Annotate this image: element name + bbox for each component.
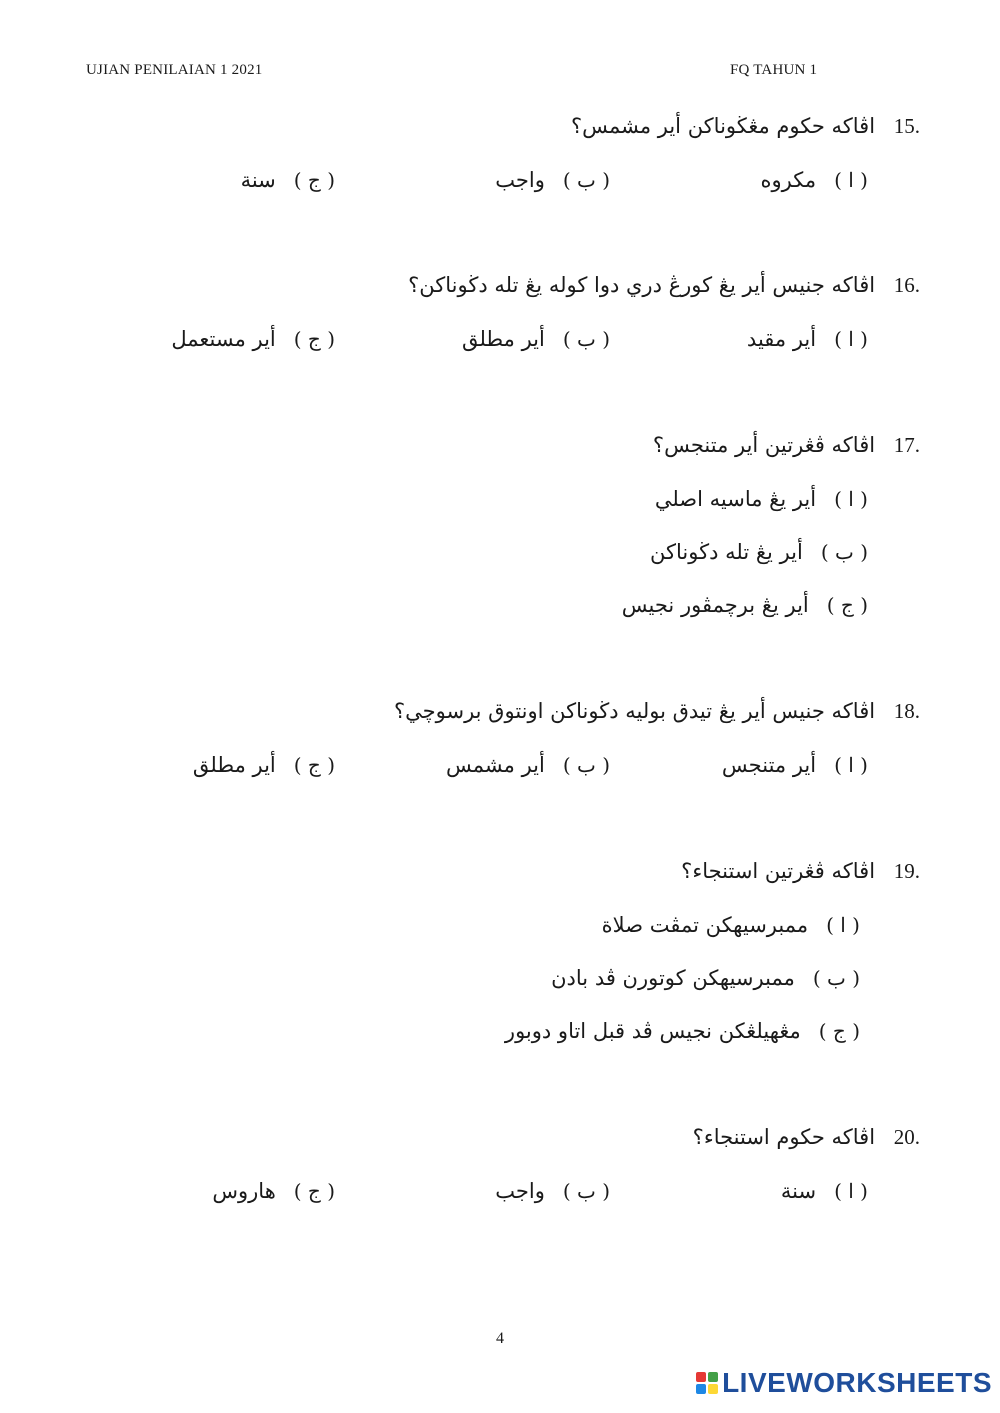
option-text: مكروه: [760, 168, 817, 192]
liveworksheets-brand[interactable]: [696, 1367, 992, 1399]
question-text: اڤاكه جنيس أير يڠ تيدق بوليه دڬوناكن اونتوق برسوچي؟: [394, 699, 876, 723]
option-text: ممبرسيهكن كوتورن ڤد بادن: [551, 966, 795, 990]
option-letter: ( ا ): [826, 913, 860, 937]
question-number: 19.: [893, 859, 920, 883]
option-letter: ( ب ): [820, 540, 868, 564]
option-text: أير مقيد: [746, 327, 817, 351]
option-a[interactable]: [781, 1171, 868, 1211]
option-a[interactable]: [722, 745, 868, 785]
option-letter: ( ا ): [834, 487, 868, 511]
option-text: ممبرسيهكن تمڤت صلاة: [601, 913, 809, 937]
logo-square-br: [708, 1384, 718, 1394]
option-a[interactable]: [120, 479, 920, 532]
option-text: أير مطلق: [461, 327, 545, 351]
option-text: هاروس: [212, 1179, 276, 1203]
option-letter: ( ج ): [293, 168, 335, 192]
liveworksheets-logo-icon: [696, 1372, 718, 1394]
question-20: [120, 1117, 920, 1211]
option-c[interactable]: [193, 745, 335, 785]
question-text: اڤاكه حكوم استنجاء؟: [692, 1125, 876, 1149]
option-c[interactable]: [120, 1011, 920, 1064]
options-row: [120, 319, 920, 359]
question-number: 18.: [893, 699, 920, 723]
options-column: [120, 479, 920, 638]
option-a[interactable]: [747, 319, 868, 359]
page-number: 4: [496, 1330, 504, 1347]
option-text: واجب: [495, 1179, 545, 1203]
logo-square-tr: [708, 1372, 718, 1382]
question-line: [120, 1117, 920, 1157]
question-15: [120, 106, 920, 200]
question-text: اڤاكه ڤڠرتين استنجاء؟: [681, 859, 876, 883]
question-number: 20.: [893, 1125, 920, 1149]
option-letter: ( ج ): [293, 327, 335, 351]
question-18: [120, 691, 920, 785]
option-c[interactable]: [241, 160, 335, 200]
options-row: [120, 1171, 920, 1211]
option-letter: ( ا ): [834, 168, 868, 192]
options-column: [120, 905, 920, 1064]
option-letter: ( ج ): [293, 1179, 335, 1203]
option-b[interactable]: [120, 532, 920, 585]
option-a[interactable]: [120, 905, 920, 958]
question-16: [120, 265, 920, 359]
option-c[interactable]: [171, 319, 335, 359]
option-b[interactable]: [446, 745, 610, 785]
logo-square-tl: [696, 1372, 706, 1382]
question-text: اڤاكه حكوم مڠڬوناكن أير مشمس؟: [571, 114, 876, 138]
option-text: مڠهيلڠكن نجيس ڤد قبل اتاو دوبور: [504, 1019, 801, 1043]
option-letter: ( ب ): [562, 1179, 610, 1203]
question-line: [120, 106, 920, 146]
question-line: [120, 851, 920, 891]
option-letter: ( ا ): [834, 327, 868, 351]
option-text: أير يڠ ماسيه اصلي: [654, 487, 817, 511]
header-right: FQ TAHUN 1: [730, 62, 818, 78]
option-letter: ( ج ): [826, 593, 868, 617]
option-b[interactable]: [462, 319, 610, 359]
question-text: اڤاكه ڤڠرتين أير متنجس؟: [652, 433, 876, 457]
option-letter: ( ب ): [812, 966, 860, 990]
option-letter: ( ا ): [834, 1179, 868, 1203]
option-text: أير مستعمل: [171, 327, 276, 351]
question-19: [120, 851, 920, 1064]
option-letter: ( ب ): [562, 168, 610, 192]
header-left: UJIAN PENILAIAN 1 2021: [86, 62, 263, 78]
question-number: 16.: [893, 273, 920, 297]
option-text: سنة: [240, 168, 276, 192]
option-text: أير يڠ تله دڬوناكن: [650, 540, 803, 564]
question-line: [120, 425, 920, 465]
option-text: سنة: [780, 1179, 817, 1203]
question-number: 15.: [893, 114, 920, 138]
option-c[interactable]: [120, 585, 920, 638]
option-letter: ( ب ): [562, 753, 610, 777]
option-b[interactable]: [120, 958, 920, 1011]
option-c[interactable]: [212, 1171, 335, 1211]
question-line: [120, 265, 920, 305]
question-line: [120, 691, 920, 731]
question-number: 17.: [893, 433, 920, 457]
option-text: أير مشمس: [446, 753, 545, 777]
option-text: أير مطلق: [192, 753, 276, 777]
question-17: [120, 425, 920, 638]
question-text: اڤاكه جنيس أير يڠ كورڠ دري دوا كوله يڠ تله دڬوناكن؟: [408, 273, 876, 297]
option-letter: ( ج ): [818, 1019, 860, 1043]
option-b[interactable]: [495, 160, 610, 200]
option-text: واجب: [495, 168, 545, 192]
options-row: [120, 745, 920, 785]
option-letter: ( ب ): [562, 327, 610, 351]
option-b[interactable]: [495, 1171, 610, 1211]
option-letter: ( ج ): [293, 753, 335, 777]
option-a[interactable]: [761, 160, 868, 200]
option-text: أير متنجس: [721, 753, 817, 777]
brand-text: LIVEWORKSHEETS: [722, 1367, 992, 1398]
options-row: [120, 160, 920, 200]
option-letter: ( ا ): [834, 753, 868, 777]
option-text: أير يڠ برچمڤور نجيس: [621, 593, 809, 617]
logo-square-bl: [696, 1384, 706, 1394]
